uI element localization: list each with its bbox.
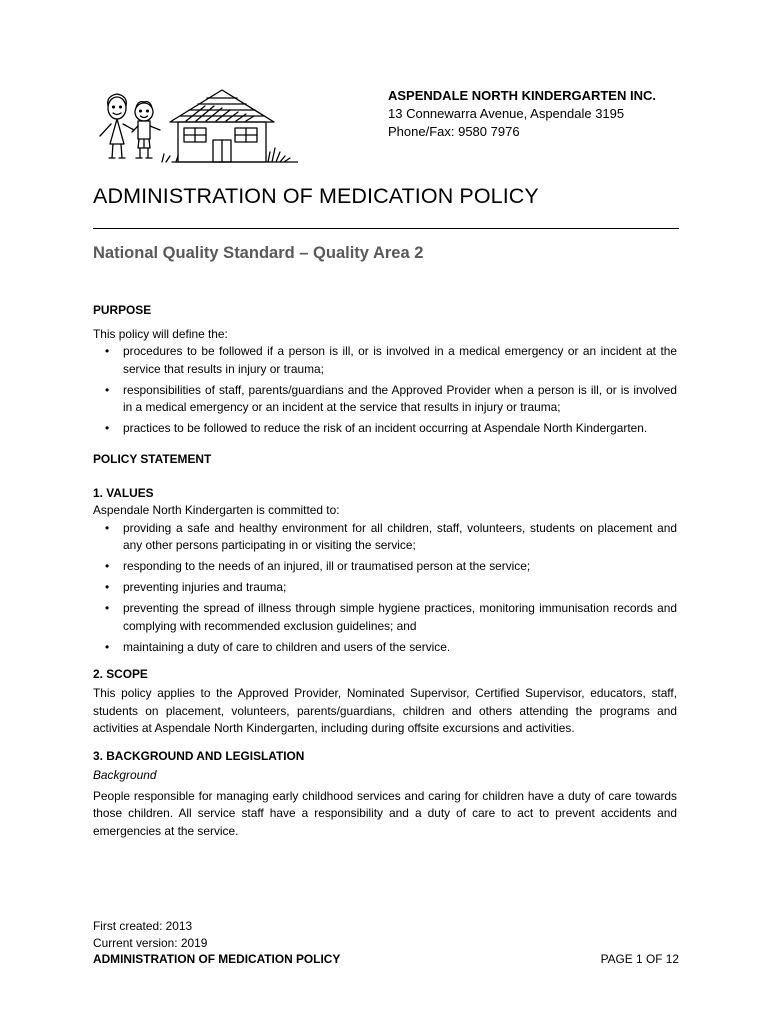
list-item: • practices to be followed to reduce the risk of an incident occurring at Aspendale North Kindergarten. (93, 420, 677, 438)
footer-created: First created: 2013 (93, 919, 193, 933)
document-title: ADMINISTRATION OF MEDICATION POLICY (93, 184, 539, 208)
background-text: People responsible for managing early childhood services and caring for children have a duty of care towards those children. All service staff have a responsibility and a duty of care to act to prevent accidents and emergencies at the service. (93, 788, 677, 838)
kindergarten-house-children-logo-icon (92, 86, 298, 166)
list-item: • preventing injuries and trauma; (93, 579, 677, 597)
scope-heading: 2. SCOPE (93, 666, 148, 681)
list-item: • providing a safe and healthy environment for all children, staff, volunteers, students on placement and any other persons participating in or visiting the service; (93, 520, 677, 555)
purpose-list (93, 343, 677, 438)
background-subheading: Background (93, 768, 157, 782)
organisation-address: 13 Connewarra Avenue, Aspendale 3195 (388, 106, 625, 121)
list-item: • responsibilities of staff, parents/guardians and the Approved Provider when a person is ill, or is involved in a medical emergency or an incident at the service that results in injury or trauma; (93, 382, 677, 417)
page-footer (93, 918, 679, 968)
organisation-phone: Phone/Fax: 9580 7976 (388, 124, 520, 139)
footer-page-number: PAGE 1 OF 12 (600, 952, 679, 966)
values-heading: 1. VALUES (93, 485, 154, 500)
background-heading: 3. BACKGROUND AND LEGISLATION (93, 748, 305, 763)
footer-document-name: ADMINISTRATION OF MEDICATION POLICY (93, 952, 341, 966)
footer-version: Current version: 2019 (93, 935, 208, 950)
purpose-intro: This policy will define the: (93, 326, 228, 341)
values-list (93, 520, 677, 657)
organisation-details (388, 87, 656, 141)
values-intro: Aspendale North Kindergarten is committed to: (93, 503, 340, 517)
scope-text: This policy applies to the Approved Provider, Nominated Supervisor, Certified Supervisor, educators, staff, students on placement, volunteers, parents/guardians, children and others attending the programs and activities at Aspendale North Kindergarten, including during offsite excursions and activities. (93, 686, 677, 735)
purpose-heading: PURPOSE (93, 303, 152, 317)
list-item: • preventing the spread of illness through simple hygiene practices, monitoring immunisation records and complying with recommended exclusion guidelines; and (93, 600, 677, 635)
organisation-name: ASPENDALE NORTH KINDERGARTEN INC. (388, 88, 656, 103)
list-item: • responding to the needs of an injured, ill or traumatised person at the service; (93, 558, 677, 576)
title-divider (93, 228, 679, 229)
quality-standard-subtitle: National Quality Standard – Quality Area 2 (93, 244, 424, 262)
policy-statement-heading: POLICY STATEMENT (93, 452, 212, 466)
list-item: • maintaining a duty of care to children and users of the service. (93, 639, 677, 657)
list-item: • procedures to be followed if a person is ill, or is involved in a medical emergency or an incident at the service that results in injury or trauma; (93, 343, 677, 378)
document-body (93, 302, 677, 840)
